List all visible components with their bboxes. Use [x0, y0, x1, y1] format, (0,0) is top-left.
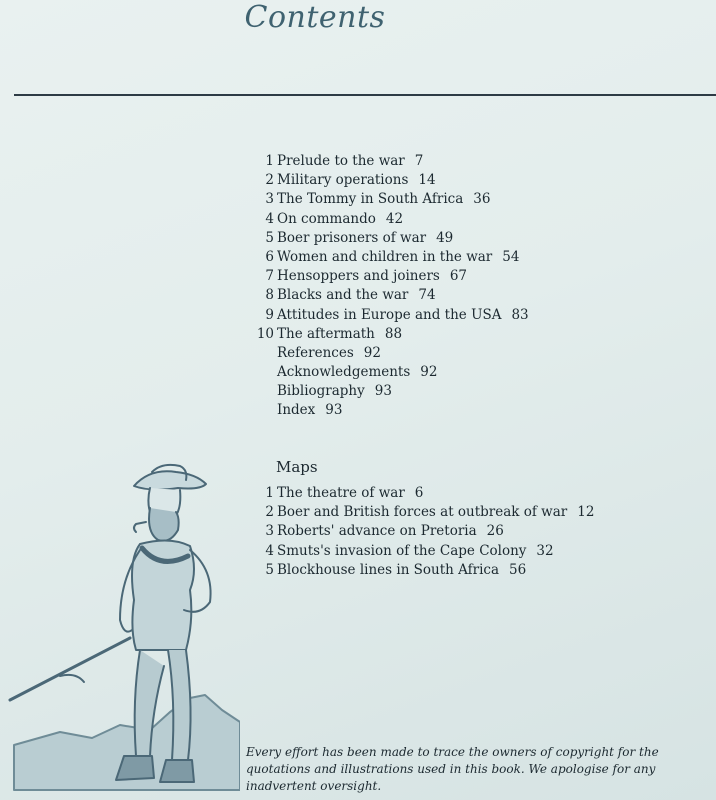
page-title: Contents [244, 0, 386, 35]
map-entry-title: Smuts's invasion of the Cape Colony [277, 542, 527, 559]
contents-entry-title: Military operations [277, 172, 409, 189]
contents-entry-page: 92 [420, 364, 438, 381]
contents-list [252, 152, 529, 421]
contents-entry-page: 49 [436, 229, 454, 246]
map-entry [252, 503, 594, 522]
contents-entry-page: 54 [502, 248, 520, 265]
map-entry [252, 484, 594, 503]
contents-entry-title: Acknowledgements [277, 364, 411, 381]
map-entry-title: Roberts' advance on Pretoria [277, 523, 477, 540]
contents-entry-page: 67 [449, 268, 468, 285]
contents-entry-number: 5 [265, 229, 274, 246]
contents-entry [252, 210, 529, 229]
contents-entry-number: 9 [265, 306, 274, 323]
contents-entry [252, 171, 529, 190]
contents-entry [252, 363, 529, 382]
contents-entry-page: 36 [473, 191, 491, 208]
map-entry [252, 542, 594, 561]
copyright-footnote: Every effort has been made to trace the owners of copyright for the quotations and illustrations used in this book. We apologise for any inadvertent oversight. [246, 745, 659, 793]
contents-entry-title: The Tommy in South Africa [277, 191, 464, 208]
contents-entry-number: 8 [265, 287, 274, 304]
contents-entry [252, 267, 529, 286]
contents-entry [252, 152, 529, 171]
map-entry [252, 522, 594, 541]
contents-entry-title: Boer prisoners of war [277, 229, 427, 246]
contents-entry-number: 10 [256, 325, 274, 342]
map-entry-page: 56 [509, 561, 527, 578]
contents-entry-page: 88 [384, 325, 403, 342]
map-entry-number: 2 [265, 504, 274, 521]
contents-entry [252, 248, 529, 267]
map-entry-number: 5 [265, 561, 274, 578]
contents-entry-page: 74 [418, 287, 436, 304]
map-entry-number: 4 [265, 542, 274, 559]
contents-entry [252, 306, 529, 325]
contents-entry [252, 401, 529, 420]
contents-entry-number: 6 [265, 248, 274, 265]
contents-entry-page: 42 [385, 210, 404, 227]
contents-entry [252, 344, 529, 363]
contents-entry-page: 93 [325, 402, 343, 419]
map-entry-title: Boer and British forces at outbreak of war [277, 504, 568, 521]
contents-entry-title: Attitudes in Europe and the USA [277, 306, 502, 323]
contents-entry-title: Hensoppers and joiners [277, 268, 440, 285]
contents-entry-number: 2 [265, 172, 274, 189]
contents-entry-page: 93 [374, 383, 392, 400]
map-entry-page: 26 [486, 523, 504, 540]
contents-entry-page: 14 [418, 172, 436, 189]
contents-entry-page: 83 [511, 306, 529, 323]
contents-entry-title: Index [277, 402, 316, 419]
map-entry-number: 3 [265, 523, 274, 540]
contents-entry-title: References [277, 344, 354, 361]
contents-entry [252, 382, 529, 401]
contents-entry-number: 1 [265, 153, 274, 169]
map-entry-page: 6 [414, 485, 424, 501]
title-divider [14, 94, 716, 96]
map-entry-page: 32 [536, 542, 554, 559]
map-entry-title: Blockhouse lines in South Africa [277, 561, 500, 578]
map-entry [252, 561, 594, 580]
map-entry-page: 12 [577, 504, 595, 521]
contents-entry-page: 92 [363, 344, 381, 361]
contents-entry-title: On commando [277, 210, 376, 227]
map-entry-title: The theatre of war [277, 485, 405, 501]
contents-entry-title: The aftermath [277, 325, 375, 342]
contents-entry-number: 4 [265, 210, 274, 227]
contents-entry-number: 3 [265, 191, 274, 208]
contents-entry [252, 190, 529, 209]
maps-list [252, 484, 594, 580]
boer-soldier-illustration [0, 460, 240, 800]
contents-entry [252, 325, 529, 344]
contents-entry-title: Women and children in the war [277, 248, 493, 265]
maps-heading: Maps [276, 458, 318, 476]
contents-entry-title: Blacks and the war [277, 287, 409, 304]
map-entry-number: 1 [265, 485, 274, 501]
contents-entry-title: Prelude to the war [277, 153, 405, 169]
contents-entry-number: 7 [265, 268, 274, 285]
contents-entry [252, 229, 529, 248]
contents-entry-title: Bibliography [277, 383, 365, 400]
contents-entry [252, 286, 529, 305]
contents-entry-page: 7 [414, 153, 424, 169]
